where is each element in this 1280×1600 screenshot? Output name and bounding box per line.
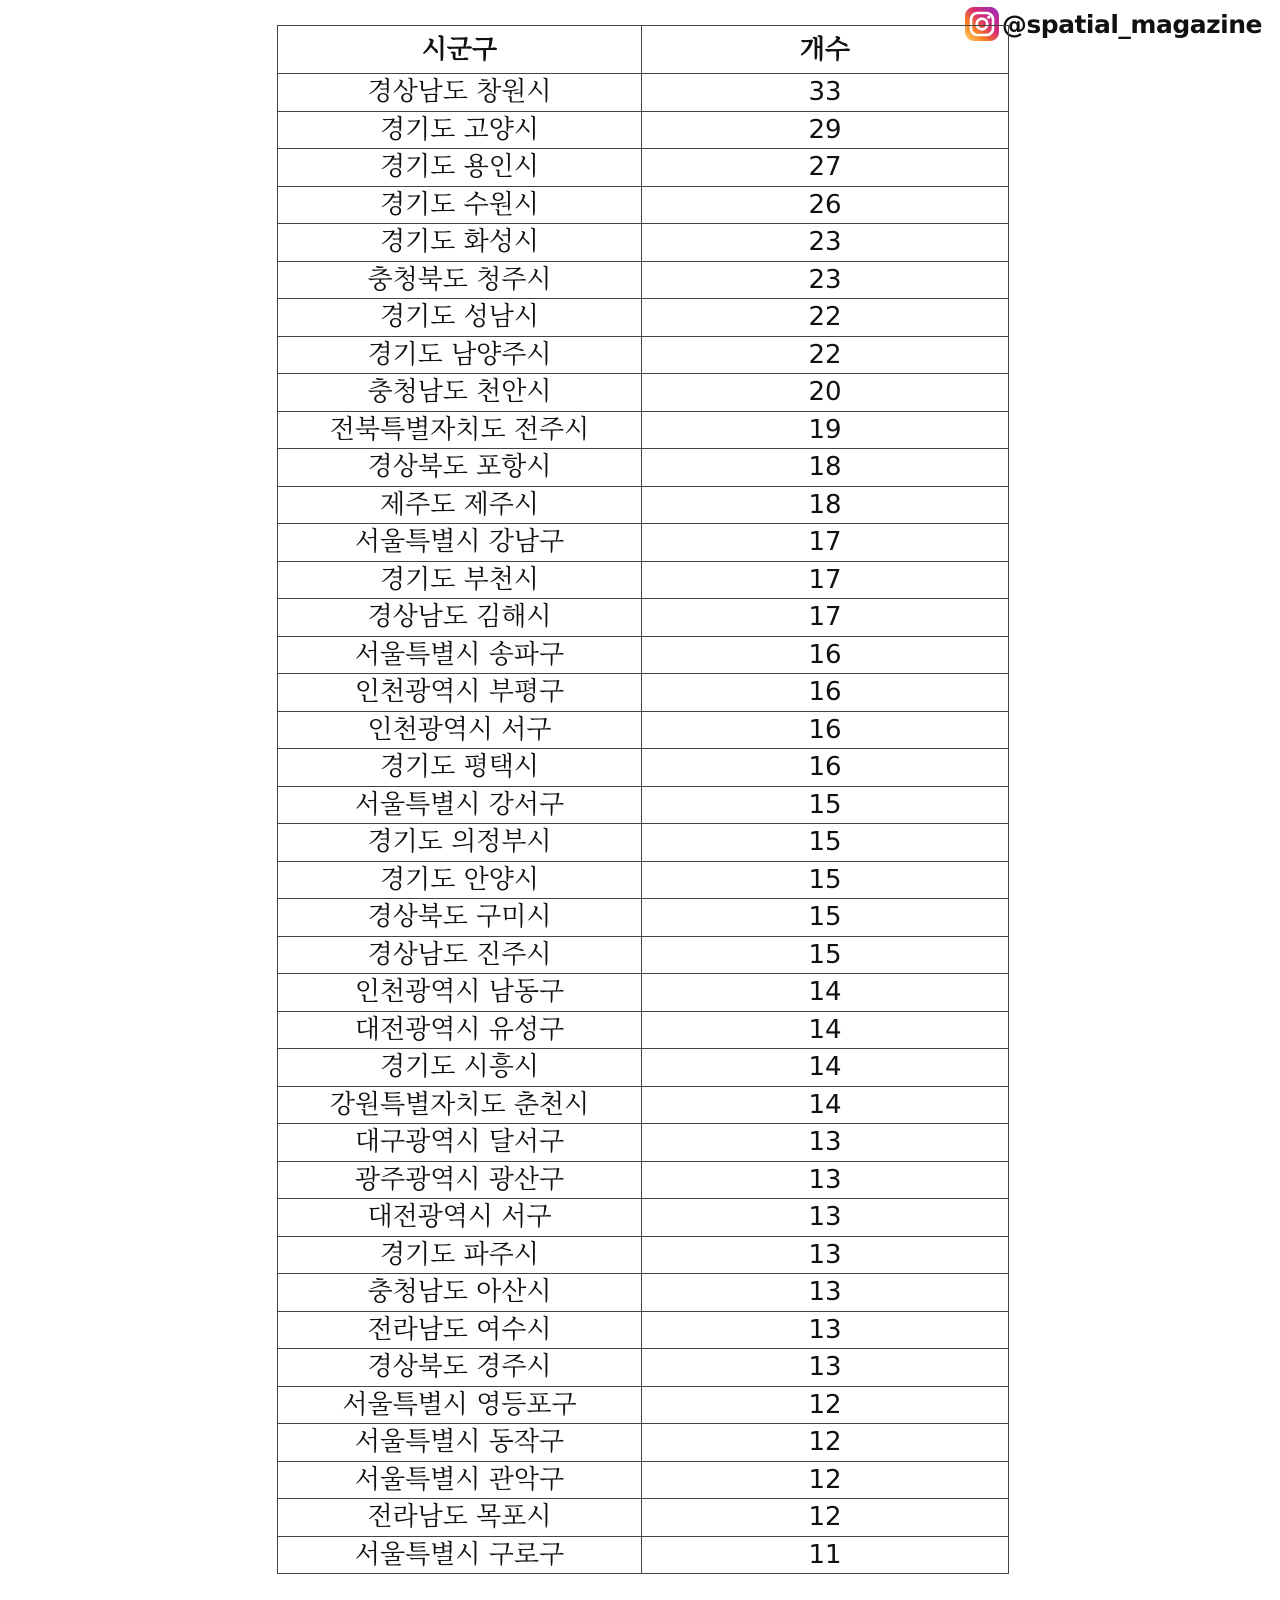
cell-district: 경상남도 진주시 [278,936,642,974]
table-row [278,111,1009,149]
table-row [278,599,1009,637]
cell-district: 전북특별자치도 전주시 [278,411,642,449]
watermark-handle: @spatial_magazine [1001,9,1262,39]
cell-district: 경기도 용인시 [278,149,642,187]
cell-count: 13 [642,1311,1009,1349]
cell-count: 26 [642,186,1009,224]
cell-district: 서울특별시 송파구 [278,636,642,674]
cell-count: 15 [642,899,1009,937]
table-row [278,1311,1009,1349]
table-row [278,786,1009,824]
cell-count: 11 [642,1536,1009,1574]
cell-count: 13 [642,1236,1009,1274]
table-row [278,1161,1009,1199]
table-row [278,1086,1009,1124]
table-row [278,449,1009,487]
cell-count: 18 [642,486,1009,524]
table-row [278,749,1009,787]
cell-district: 경기도 의정부시 [278,824,642,862]
cell-district: 충청북도 청주시 [278,261,642,299]
table-row [278,1274,1009,1312]
cell-district: 제주도 제주시 [278,486,642,524]
cell-district: 경기도 시흥시 [278,1049,642,1087]
cell-district: 경기도 고양시 [278,111,642,149]
cell-count: 13 [642,1349,1009,1387]
table-row [278,1236,1009,1274]
cell-district: 경기도 성남시 [278,299,642,337]
cell-district: 서울특별시 강남구 [278,524,642,562]
cell-district: 서울특별시 동작구 [278,1424,642,1462]
cell-district: 대구광역시 달서구 [278,1124,642,1162]
cell-count: 12 [642,1461,1009,1499]
table-row [278,1199,1009,1237]
table-row [278,74,1009,112]
table-header-row [278,26,1009,74]
cell-district: 경상북도 포항시 [278,449,642,487]
table-row [278,1011,1009,1049]
table-row [278,936,1009,974]
cell-count: 16 [642,711,1009,749]
cell-district: 경기도 파주시 [278,1236,642,1274]
table-row [278,299,1009,337]
table-row [278,899,1009,937]
table-row [278,1349,1009,1387]
cell-district: 서울특별시 강서구 [278,786,642,824]
cell-district: 전라남도 목포시 [278,1499,642,1537]
cell-district: 충청남도 아산시 [278,1274,642,1312]
cell-count: 33 [642,74,1009,112]
cell-district: 인천광역시 서구 [278,711,642,749]
table-body [278,74,1009,1574]
cell-count: 13 [642,1199,1009,1237]
table-row [278,861,1009,899]
cell-district: 서울특별시 구로구 [278,1536,642,1574]
table-row [278,674,1009,712]
cell-district: 광주광역시 광산구 [278,1161,642,1199]
table-row [278,1536,1009,1574]
column-header-count: 개수 [642,26,1009,74]
table-row [278,1461,1009,1499]
cell-district: 경기도 평택시 [278,749,642,787]
cell-count: 16 [642,749,1009,787]
data-table [277,25,1009,1574]
cell-count: 15 [642,786,1009,824]
cell-count: 17 [642,561,1009,599]
cell-district: 경상남도 창원시 [278,74,642,112]
table-row [278,636,1009,674]
table-row [278,711,1009,749]
cell-count: 14 [642,974,1009,1012]
cell-district: 서울특별시 영등포구 [278,1386,642,1424]
cell-district: 경상북도 경주시 [278,1349,642,1387]
table-row [278,824,1009,862]
cell-district: 경상북도 구미시 [278,899,642,937]
cell-count: 13 [642,1161,1009,1199]
cell-count: 14 [642,1049,1009,1087]
table-row [278,1386,1009,1424]
cell-count: 18 [642,449,1009,487]
cell-count: 19 [642,411,1009,449]
cell-district: 강원특별자치도 춘천시 [278,1086,642,1124]
cell-count: 15 [642,824,1009,862]
cell-count: 12 [642,1424,1009,1462]
cell-district: 대전광역시 서구 [278,1199,642,1237]
cell-district: 경기도 부천시 [278,561,642,599]
cell-count: 20 [642,374,1009,412]
column-header-district: 시군구 [278,26,642,74]
cell-district: 경기도 남양주시 [278,336,642,374]
table-row [278,524,1009,562]
table-row [278,186,1009,224]
table-row [278,974,1009,1012]
cell-count: 16 [642,674,1009,712]
cell-count: 29 [642,111,1009,149]
table-row [278,1124,1009,1162]
cell-count: 14 [642,1011,1009,1049]
cell-district: 경기도 수원시 [278,186,642,224]
table-row [278,336,1009,374]
cell-count: 15 [642,936,1009,974]
cell-district: 인천광역시 남동구 [278,974,642,1012]
table-row [278,224,1009,262]
table-row [278,1424,1009,1462]
cell-count: 14 [642,1086,1009,1124]
cell-count: 22 [642,336,1009,374]
table-row [278,486,1009,524]
cell-count: 17 [642,524,1009,562]
cell-district: 경기도 화성시 [278,224,642,262]
cell-count: 16 [642,636,1009,674]
table-row [278,1049,1009,1087]
table-row [278,1499,1009,1537]
table-row [278,261,1009,299]
table-row [278,374,1009,412]
cell-district: 서울특별시 관악구 [278,1461,642,1499]
table-row [278,561,1009,599]
table-row [278,411,1009,449]
cell-count: 12 [642,1499,1009,1537]
cell-count: 13 [642,1124,1009,1162]
cell-district: 충청남도 천안시 [278,374,642,412]
cell-count: 27 [642,149,1009,187]
cell-district: 경상남도 김해시 [278,599,642,637]
cell-count: 13 [642,1274,1009,1312]
cell-district: 인천광역시 부평구 [278,674,642,712]
cell-count: 15 [642,861,1009,899]
cell-count: 23 [642,224,1009,262]
table-row [278,149,1009,187]
cell-district: 전라남도 여수시 [278,1311,642,1349]
cell-district: 경기도 안양시 [278,861,642,899]
cell-count: 17 [642,599,1009,637]
cell-count: 23 [642,261,1009,299]
cell-count: 22 [642,299,1009,337]
cell-district: 대전광역시 유성구 [278,1011,642,1049]
cell-count: 12 [642,1386,1009,1424]
